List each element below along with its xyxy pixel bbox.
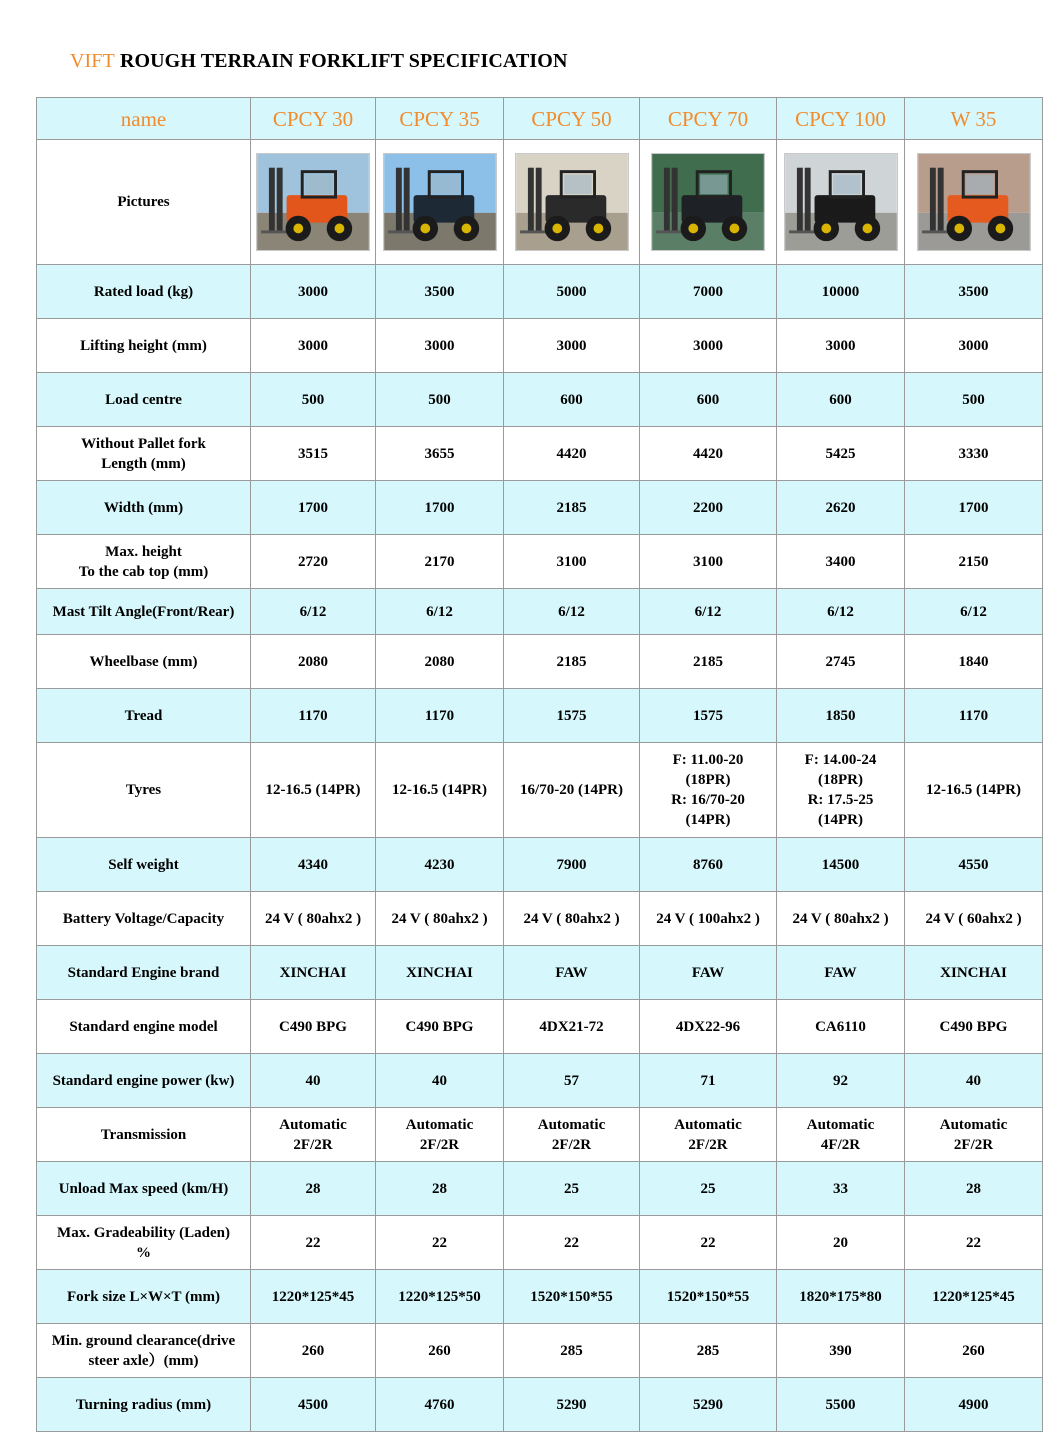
spec-value: 7900 — [504, 838, 640, 892]
spec-value: 4760 — [376, 1378, 504, 1432]
spec-value: 1575 — [504, 689, 640, 743]
spec-value: 1170 — [251, 689, 376, 743]
spec-value: 2170 — [376, 535, 504, 589]
spec-value: 1220*125*45 — [251, 1270, 376, 1324]
spec-value: 1520*150*55 — [504, 1270, 640, 1324]
spec-value: 2185 — [504, 481, 640, 535]
model-header: CPCY 35 — [376, 98, 504, 140]
forklift-photo-icon — [917, 153, 1031, 251]
spec-value: 6/12 — [251, 589, 376, 635]
spec-row — [37, 481, 1043, 535]
title-text: ROUGH TERRAIN FORKLIFT SPECIFICATION — [114, 50, 568, 72]
spec-value: 3330 — [905, 427, 1043, 481]
spec-value: 2745 — [777, 635, 905, 689]
spec-value: 3100 — [640, 535, 777, 589]
spec-value: 33 — [777, 1162, 905, 1216]
spec-value: 24 V ( 80ahx2 ) — [251, 892, 376, 946]
brand-name: VIFT — [70, 50, 115, 72]
spec-value: 260 — [905, 1324, 1043, 1378]
spec-row — [37, 1054, 1043, 1108]
spec-value: 22 — [905, 1216, 1043, 1270]
spec-label: Lifting height (mm) — [37, 319, 251, 373]
spec-value: 71 — [640, 1054, 777, 1108]
spec-value: 16/70-20 (14PR) — [504, 743, 640, 838]
spec-value: 6/12 — [504, 589, 640, 635]
spec-value: 5290 — [504, 1378, 640, 1432]
forklift-photo-icon — [784, 153, 898, 251]
spec-value: 20 — [777, 1216, 905, 1270]
spec-value: 14500 — [777, 838, 905, 892]
spec-value: 12-16.5 (14PR) — [905, 743, 1043, 838]
spec-value: 2620 — [777, 481, 905, 535]
picture-cell — [777, 140, 905, 265]
spec-value: 24 V ( 80ahx2 ) — [777, 892, 905, 946]
spec-value: 3000 — [905, 319, 1043, 373]
spec-value: 22 — [376, 1216, 504, 1270]
spec-label: Tyres — [37, 743, 251, 838]
spec-value: C490 BPG — [905, 1000, 1043, 1054]
spec-value: 3000 — [251, 319, 376, 373]
spec-value: 3655 — [376, 427, 504, 481]
spec-value: 40 — [251, 1054, 376, 1108]
spec-value: 2185 — [640, 635, 777, 689]
spec-value: 500 — [251, 373, 376, 427]
spec-value: 8760 — [640, 838, 777, 892]
spec-row — [37, 635, 1043, 689]
spec-row — [37, 1162, 1043, 1216]
spec-value: 3000 — [640, 319, 777, 373]
pictures-label: Pictures — [37, 140, 251, 265]
spec-value: 25 — [504, 1162, 640, 1216]
spec-value: 6/12 — [640, 589, 777, 635]
spec-label: Standard Engine brand — [37, 946, 251, 1000]
spec-row — [37, 1108, 1043, 1162]
spec-value: Automatic 2F/2R — [504, 1108, 640, 1162]
spec-value: 3500 — [376, 265, 504, 319]
model-header: W 35 — [905, 98, 1043, 140]
spec-value: 5290 — [640, 1378, 777, 1432]
spec-value: 390 — [777, 1324, 905, 1378]
spec-row — [37, 1216, 1043, 1270]
spec-value: 1840 — [905, 635, 1043, 689]
spec-value: 1700 — [251, 481, 376, 535]
spec-value: Automatic 2F/2R — [251, 1108, 376, 1162]
spec-value: 28 — [251, 1162, 376, 1216]
spec-value: 40 — [905, 1054, 1043, 1108]
spec-row — [37, 589, 1043, 635]
spec-row — [37, 946, 1043, 1000]
spec-value: 1575 — [640, 689, 777, 743]
spec-value: 3100 — [504, 535, 640, 589]
spec-value: 6/12 — [905, 589, 1043, 635]
spec-value: 1220*125*45 — [905, 1270, 1043, 1324]
spec-value: 260 — [251, 1324, 376, 1378]
spec-value: 12-16.5 (14PR) — [251, 743, 376, 838]
spec-value: Automatic 2F/2R — [905, 1108, 1043, 1162]
forklift-photo-icon — [256, 153, 370, 251]
spec-value: 92 — [777, 1054, 905, 1108]
spec-value: 285 — [640, 1324, 777, 1378]
spec-value: 4420 — [504, 427, 640, 481]
spec-value: 1520*150*55 — [640, 1270, 777, 1324]
spec-value: 3500 — [905, 265, 1043, 319]
spec-label: Max. height To the cab top (mm) — [37, 535, 251, 589]
spec-row — [37, 1324, 1043, 1378]
spec-value: C490 BPG — [376, 1000, 504, 1054]
spec-value: 600 — [640, 373, 777, 427]
spec-row — [37, 743, 1043, 838]
spec-value: 2080 — [376, 635, 504, 689]
spec-value: Automatic 4F/2R — [777, 1108, 905, 1162]
spec-label: Tread — [37, 689, 251, 743]
spec-label: Transmission — [37, 1108, 251, 1162]
spec-value: 25 — [640, 1162, 777, 1216]
spec-label: Max. Gradeability (Laden) % — [37, 1216, 251, 1270]
picture-cell — [376, 140, 504, 265]
spec-value: F: 14.00-24 (18PR) R: 17.5-25 (14PR) — [777, 743, 905, 838]
spec-value: 24 V ( 60ahx2 ) — [905, 892, 1043, 946]
spec-label: Turning radius (mm) — [37, 1378, 251, 1432]
spec-value: 28 — [376, 1162, 504, 1216]
spec-value: 3000 — [504, 319, 640, 373]
header-row — [37, 98, 1043, 140]
spec-value: FAW — [777, 946, 905, 1000]
spec-value: 600 — [777, 373, 905, 427]
spec-label: Battery Voltage/Capacity — [37, 892, 251, 946]
spec-value: 1220*125*50 — [376, 1270, 504, 1324]
spec-value: 260 — [376, 1324, 504, 1378]
picture-cell — [640, 140, 777, 265]
spec-value: 3400 — [777, 535, 905, 589]
spec-value: 4420 — [640, 427, 777, 481]
spec-value: 2185 — [504, 635, 640, 689]
spec-value: 500 — [905, 373, 1043, 427]
spec-label: Rated load (kg) — [37, 265, 251, 319]
spec-value: 40 — [376, 1054, 504, 1108]
spec-value: XINCHAI — [905, 946, 1043, 1000]
spec-value: CA6110 — [777, 1000, 905, 1054]
spec-value: 2200 — [640, 481, 777, 535]
spec-label: Without Pallet fork Length (mm) — [37, 427, 251, 481]
spec-value: 24 V ( 80ahx2 ) — [504, 892, 640, 946]
spec-label: Width (mm) — [37, 481, 251, 535]
spec-value: 24 V ( 100ahx2 ) — [640, 892, 777, 946]
forklift-photo-icon — [515, 153, 629, 251]
spec-row — [37, 319, 1043, 373]
spec-value: XINCHAI — [251, 946, 376, 1000]
model-header: CPCY 50 — [504, 98, 640, 140]
spec-value: 6/12 — [777, 589, 905, 635]
spec-value: 5425 — [777, 427, 905, 481]
spec-table — [36, 97, 1043, 1432]
spec-value: 2150 — [905, 535, 1043, 589]
spec-row — [37, 689, 1043, 743]
spec-value: 4900 — [905, 1378, 1043, 1432]
spec-value: 22 — [504, 1216, 640, 1270]
spec-value: 1170 — [376, 689, 504, 743]
spec-label: Wheelbase (mm) — [37, 635, 251, 689]
spec-value: C490 BPG — [251, 1000, 376, 1054]
spec-value: 500 — [376, 373, 504, 427]
spec-value: 1700 — [905, 481, 1043, 535]
spec-value: 1850 — [777, 689, 905, 743]
spec-value: Automatic 2F/2R — [640, 1108, 777, 1162]
spec-value: 6/12 — [376, 589, 504, 635]
spec-value: 1170 — [905, 689, 1043, 743]
spec-row — [37, 265, 1043, 319]
spec-row — [37, 1378, 1043, 1432]
spec-value: 4DX21-72 — [504, 1000, 640, 1054]
spec-row — [37, 1270, 1043, 1324]
spec-value: F: 11.00-20 (18PR) R: 16/70-20 (14PR) — [640, 743, 777, 838]
spec-value: 4340 — [251, 838, 376, 892]
spec-row — [37, 1000, 1043, 1054]
spec-value: 4500 — [251, 1378, 376, 1432]
picture-cell — [251, 140, 376, 265]
spec-value: 4550 — [905, 838, 1043, 892]
spec-label: Min. ground clearance(drive steer axle）(mm) — [37, 1324, 251, 1378]
spec-row — [37, 373, 1043, 427]
model-header: CPCY 70 — [640, 98, 777, 140]
spec-row — [37, 427, 1043, 481]
spec-label: Fork size L×W×T (mm) — [37, 1270, 251, 1324]
forklift-photo-icon — [383, 153, 497, 251]
spec-value: 4230 — [376, 838, 504, 892]
spec-value: XINCHAI — [376, 946, 504, 1000]
spec-value: 1820*175*80 — [777, 1270, 905, 1324]
spec-value: 7000 — [640, 265, 777, 319]
spec-row — [37, 535, 1043, 589]
spec-row — [37, 892, 1043, 946]
spec-value: 3000 — [777, 319, 905, 373]
model-header: CPCY 100 — [777, 98, 905, 140]
model-header: CPCY 30 — [251, 98, 376, 140]
spec-value: FAW — [504, 946, 640, 1000]
spec-label: Unload Max speed (km/H) — [37, 1162, 251, 1216]
spec-value: 3515 — [251, 427, 376, 481]
spec-label: Load centre — [37, 373, 251, 427]
spec-row — [37, 838, 1043, 892]
spec-value: FAW — [640, 946, 777, 1000]
header-label: name — [37, 98, 251, 140]
forklift-photo-icon — [651, 153, 765, 251]
spec-value: Automatic 2F/2R — [376, 1108, 504, 1162]
spec-label: Self weight — [37, 838, 251, 892]
spec-value: 22 — [251, 1216, 376, 1270]
spec-value: 5000 — [504, 265, 640, 319]
spec-value: 600 — [504, 373, 640, 427]
picture-cell — [504, 140, 640, 265]
spec-value: 3000 — [251, 265, 376, 319]
spec-value: 3000 — [376, 319, 504, 373]
spec-value: 28 — [905, 1162, 1043, 1216]
spec-value: 5500 — [777, 1378, 905, 1432]
spec-value: 285 — [504, 1324, 640, 1378]
spec-value: 10000 — [777, 265, 905, 319]
spec-value: 1700 — [376, 481, 504, 535]
picture-cell — [905, 140, 1043, 265]
spec-value: 12-16.5 (14PR) — [376, 743, 504, 838]
spec-value: 2080 — [251, 635, 376, 689]
spec-value: 24 V ( 80ahx2 ) — [376, 892, 504, 946]
spec-label: Mast Tilt Angle(Front/Rear) — [37, 589, 251, 635]
pictures-row — [37, 140, 1043, 265]
spec-value: 4DX22-96 — [640, 1000, 777, 1054]
spec-value: 22 — [640, 1216, 777, 1270]
spec-value: 57 — [504, 1054, 640, 1108]
spec-label: Standard engine model — [37, 1000, 251, 1054]
page-title — [70, 50, 568, 73]
spec-value: 2720 — [251, 535, 376, 589]
spec-label: Standard engine power (kw) — [37, 1054, 251, 1108]
